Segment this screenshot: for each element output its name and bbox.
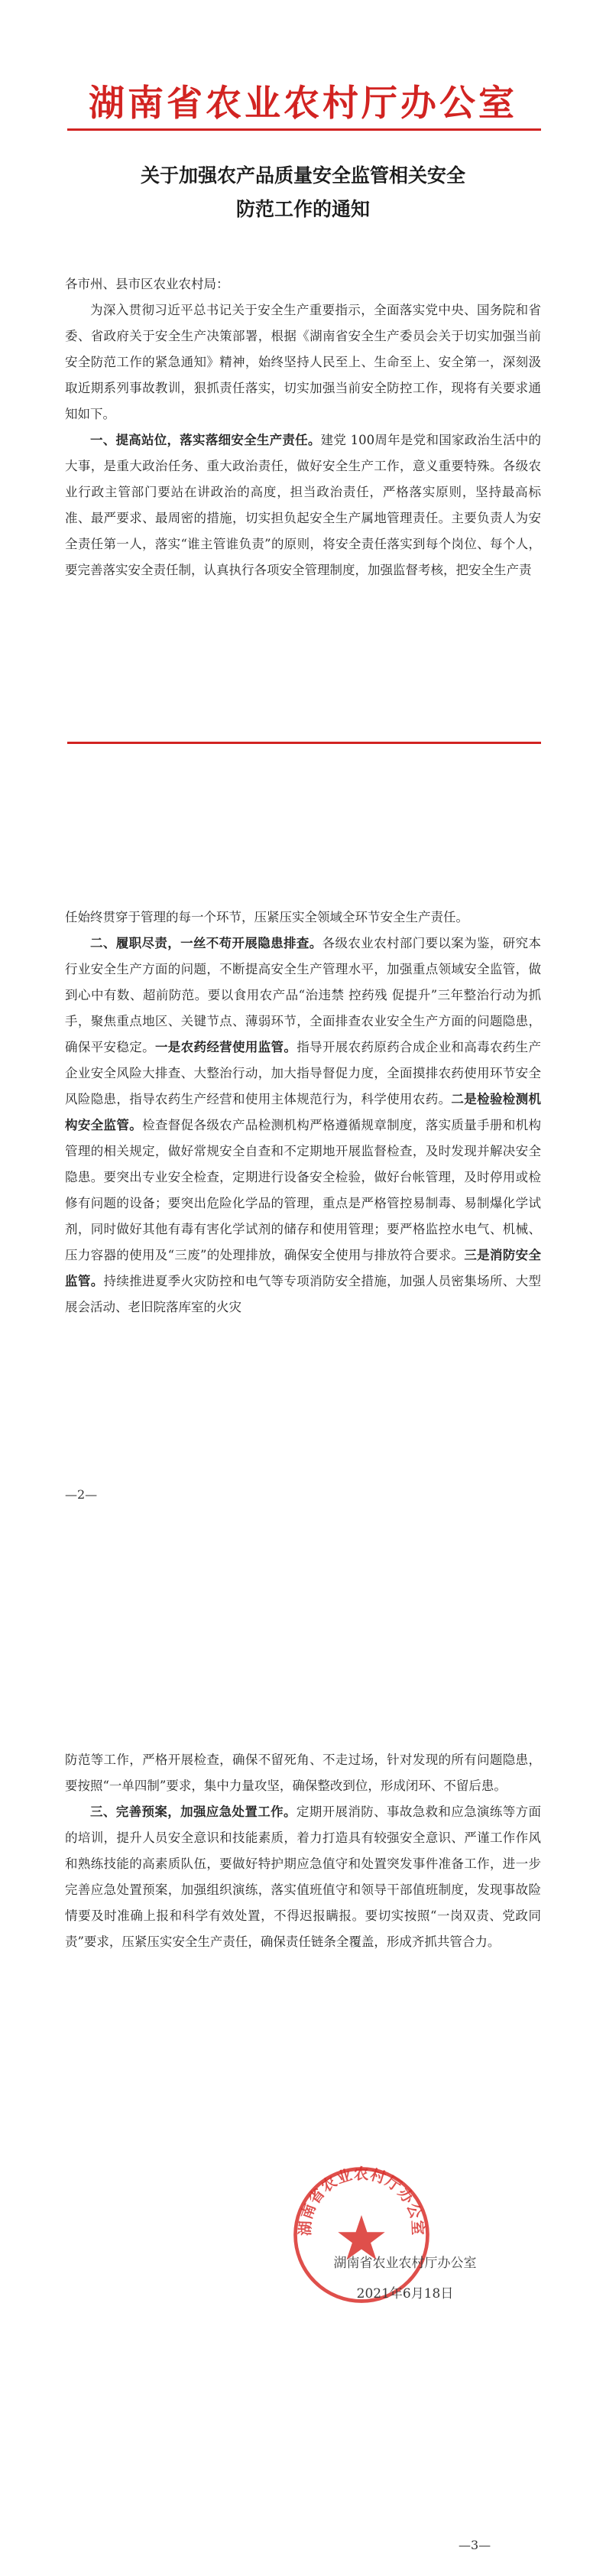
- section2-text-d: 持续推进夏季火灾防控和电气等专项消防安全措施，加强人员密集场所、大型展会活动、老旧院落库室的火灾: [65, 1274, 542, 1314]
- section2-sub3: 三是消防安全监管。: [65, 1248, 541, 1288]
- document-header-org: 湖南省农业农村厅办公室: [89, 83, 517, 125]
- signature-org: 湖南省农业农村厅办公室: [333, 2256, 477, 2271]
- seal-text: 湖南省农业农村厅办公室: [296, 2165, 427, 2237]
- page3-continued-text: 防范等工作，严格开展检查，确保不留死角、不走过场，针对发现的所有问题隐患，要按照“一单四制”要求，集中力量攻坚，确保整改到位，形成闭环、不留后患。: [65, 1753, 541, 1793]
- section2-sub2: 二是检验检测机构安全监管。: [65, 1092, 542, 1132]
- title-line-2: 防范工作的通知: [235, 198, 370, 220]
- section3-text: 定期开展消防、事故急救和应急演练等方面的培训，提升人员安全意识和技能素质，着力打造具有较强安全意识、严谨工作作风和熟练技能的高素质队伍，要做好特护期应急值守和处置突发事件准备工作，进一步完善应急处置预案，加强组织演练，落实值班值守和领导干部值班制度，发现事故险情要及时准确上报和科学有效处置，不得迟报瞒报。要切实按照“一岗双责、党政同责”要求，压紧压实安全生产责任，确保责任链条全覆盖，形成齐抓共管合力。: [65, 1804, 542, 1949]
- page2-body: [65, 905, 541, 1320]
- section1-paragraph: [65, 427, 541, 583]
- page-1: [0, 0, 606, 874]
- page1-body: [65, 271, 541, 583]
- title-line-1: 关于加强农产品质量安全监管相关安全: [140, 164, 465, 187]
- section2-sub1: 一是农药经营使用监管。: [154, 1040, 297, 1054]
- page-number-3: —3—: [459, 2538, 491, 2552]
- section2-heading: 二、履职尽责，一丝不苟开展隐患排查。: [90, 936, 322, 950]
- page-2: [0, 874, 606, 1724]
- document-title: [76, 159, 530, 226]
- salutation: 各市州、县市区农业农村局：: [65, 277, 229, 291]
- header-red-line: [67, 128, 541, 131]
- section2-paragraph: [65, 931, 541, 1320]
- signature-date: 2021年6月18日: [356, 2286, 454, 2302]
- intro-paragraph: 为深入贯彻习近平总书记关于安全生产重要指示，全面落实党中央、国务院和省委、省政府关于安全生产决策部署，根据《湖南省安全生产委员会关于切实加强当前安全防范工作的紧急通知》精神，始终坚持人民至上、生命至上、安全第一，深刻汲取近期系列事故教训，狠抓责任落实，切实加强当前安全防控工作，现将有关要求通知如下。: [65, 303, 541, 421]
- footer-red-line: [67, 742, 541, 744]
- section1-text: 建党 100周年是党和国家政治生活中的大事，是重大政治任务、重大政治责任，做好安全生产工作，意义重要特殊。各级农业行政主管部门要站在讲政治的高度，担当政治责任，严格落实原则，坚持最高标准、最严要求、最周密的措施，切实担负起安全生产属地管理责任。主要负责人为安全责任第一人，落实“谁主管谁负责”的原则，将安全责任落实到每个岗位、每个人，要完善落实安全责任制，认真执行各项安全管理制度，加强监督考核，把安全生产责: [65, 433, 541, 577]
- page3-body: [65, 1747, 541, 1955]
- section2-text-a: 各级农业农村部门要以案为鉴，研究本行业安全生产方面的问题，不断提高安全生产管理水平，加强重点领域安全监管，做到心中有数、超前防范。要以食用农产品“治违禁 控药残 促提升”三年整治行动为抓手，聚焦重点地区、关键节点、薄弱环节，全面排查农业安全生产方面的问题隐患，确保平安稳定。: [65, 936, 542, 1054]
- page2-continued-text: 任始终贯穿于管理的每一个环节，压紧压实全领域全环节安全生产责任。: [65, 910, 468, 924]
- section3-paragraph: [65, 1799, 541, 1955]
- page-number-2: —2—: [65, 1487, 98, 1502]
- signature-area: [0, 2099, 606, 2328]
- page-3: [0, 1724, 606, 2576]
- section2-text-c: 检查督促各级农产品检测机构严格遵循规章制度，落实质量手册和机构管理的相关规定，做好常规安全自查和不定期地开展监督检查，及时发现并解决安全隐患。要突出专业安全检查，定期进行设备安全检验，做好台帐管理，及时停用或检修有问题的设备；要突出危险化学品的管理，重点是严格管控易制毒、易制爆化学试剂，同时做好其他有毒有害化学试剂的储存和使用管理；要严格监控水电气、机械、压力容器的使用及“三废”的处理排放，确保安全使用与排放符合要求。: [65, 1118, 542, 1262]
- section2-text-b: 指导开展农药原药合成企业和高毒农药生产企业安全风险大排查、大整治行动，加大指导督促力度，全面摸排农药使用环节安全风险隐患，指导农药生产经营和使用主体规范行为，科学使用农药。: [65, 1040, 542, 1106]
- section1-heading: 一、提高站位，落实落细安全生产责任。: [90, 433, 321, 447]
- section3-heading: 三、完善预案，加强应急处置工作。: [90, 1804, 297, 1819]
